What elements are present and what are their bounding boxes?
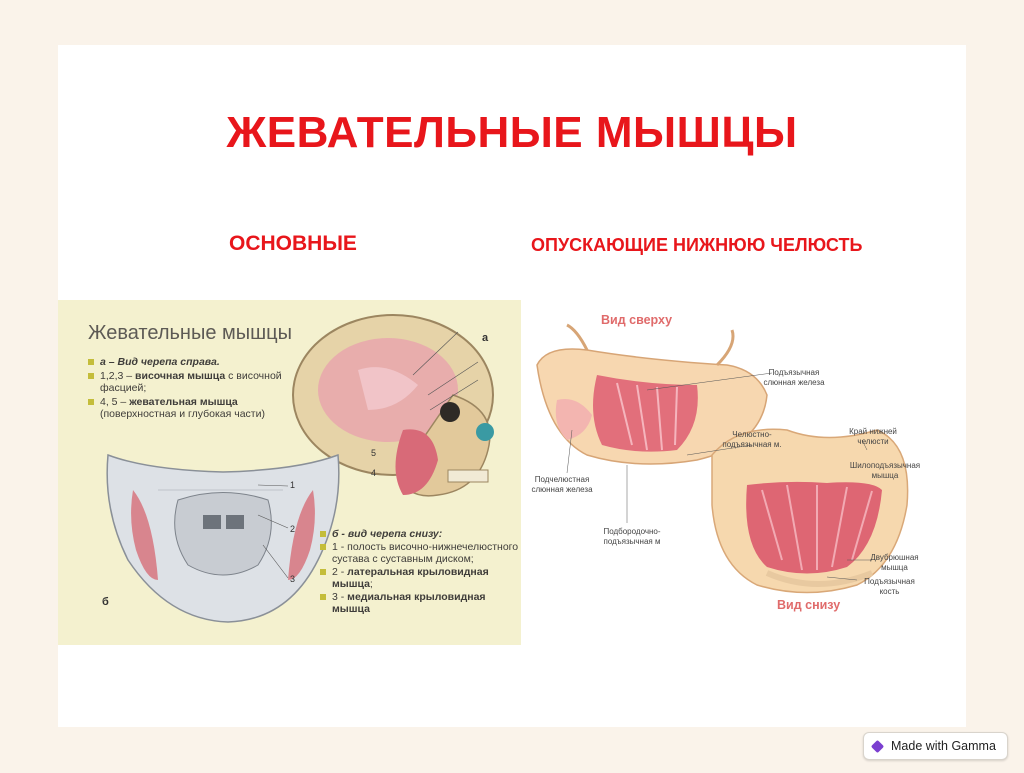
view-top-label: Вид сверху — [601, 313, 673, 327]
label-submandibular-gland: Подчелюстная слюнная железа — [531, 475, 593, 494]
figure-label-a: а — [482, 332, 489, 344]
made-with-gamma-badge[interactable] — [863, 732, 1008, 760]
callout-number: 3 — [290, 574, 296, 584]
masticatory-muscles-figure — [58, 300, 521, 645]
legend-item: б - вид черепа снизу: — [320, 528, 520, 540]
skull-side-legend — [88, 356, 303, 422]
legend-item: 3 - медиальная крыловидная мышца — [320, 591, 520, 615]
legend-item: 1,2,3 – височная мышца с височной фасцией; — [88, 370, 303, 394]
figure-heading: Жевательные мышцы — [88, 322, 293, 344]
depressor-muscles-figure — [527, 305, 927, 625]
view-bottom-label: Вид снизу — [777, 598, 841, 612]
label-mandible-edge: Край нижней челюсти — [849, 427, 897, 446]
callout-number: 5 — [371, 448, 377, 458]
label-digastric: Двубрюшная мышца — [870, 553, 919, 572]
callout-number: 1 — [290, 480, 296, 490]
badge-label: Made with Gamma — [891, 739, 996, 753]
legend-item: 2 - латеральная крыловидная мышца; — [320, 566, 520, 590]
label-stylohyoid: Шилоподъязычная мышца — [849, 461, 921, 480]
label-geniohyoid: Подбородочно-подъязычная м — [603, 527, 661, 546]
figure-label-b: б — [102, 596, 109, 608]
subtitle-main-muscles: ОСНОВНЫЕ — [229, 232, 357, 255]
gamma-logo-icon — [871, 739, 884, 752]
callout-number: 4 — [371, 468, 377, 478]
slide-title: ЖЕВАТЕЛЬНЫЕ МЫШЦЫ — [226, 108, 798, 157]
label-hyoid: Подъязычная кость — [864, 577, 915, 596]
label-sublingual-gland: Подъязычная слюнная железа — [763, 368, 825, 387]
legend-item: 1 - полость височно-нижнечелюстного сустава с суставным диском; — [320, 541, 520, 565]
subtitle-depressor-muscles: ОПУСКАЮЩИЕ НИЖНЮЮ ЧЕЛЮСТЬ — [531, 235, 863, 255]
label-mylohyoid: Челюстно-подъязычная м. — [722, 430, 782, 449]
callout-number: 2 — [290, 524, 296, 534]
legend-item: 4, 5 – жевательная мышца (поверхностная и глубокая части) — [88, 396, 303, 420]
skull-bottom-legend — [320, 528, 520, 616]
legend-item: а – Вид черепа справа. — [88, 356, 303, 368]
